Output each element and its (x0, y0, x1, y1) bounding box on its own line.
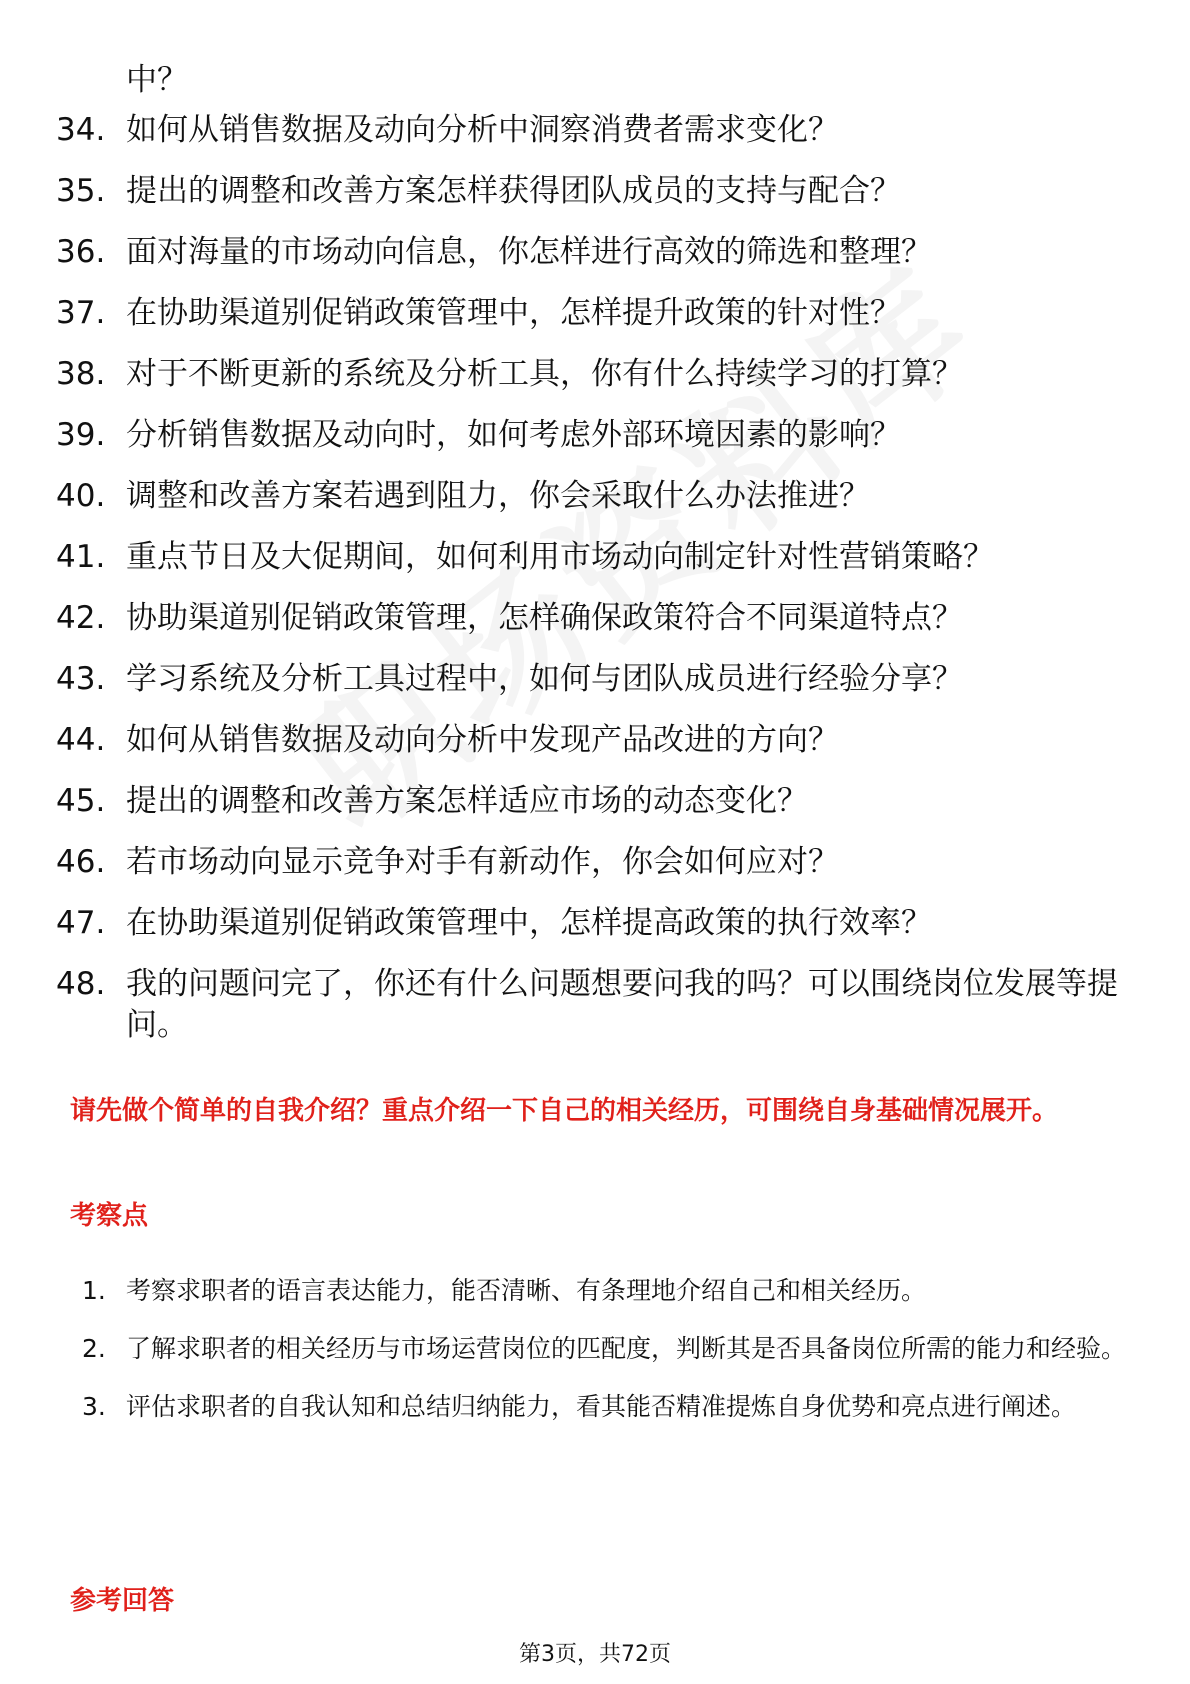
item-text: 在协助渠道别促销政策管理中，怎样提升政策的针对性？ (126, 295, 901, 331)
question-heading: 请先做个简单的自我介绍？重点介绍一下自己的相关经历，可围绕自身基础情况展开。 (70, 1096, 1059, 1126)
item-number: 45. (56, 783, 106, 819)
item-number: 38. (56, 356, 106, 392)
item-number: 3. (82, 1392, 106, 1421)
list-item (56, 171, 1136, 212)
item-number: 39. (56, 417, 106, 453)
continuation-text: 中？ (126, 62, 188, 98)
item-text: 若市场动向显示竞争对手有新动作，你会如何应对？ (126, 844, 839, 880)
item-number: 46. (56, 844, 106, 880)
item-text: 如何从销售数据及动向分析中洞察消费者需求变化？ (126, 112, 839, 148)
item-text: 分析销售数据及动向时，如何考虑外部环境因素的影响？ (126, 417, 901, 453)
item-text: 重点节日及大促期间，如何利用市场动向制定针对性营销策略？ (126, 539, 994, 575)
item-number: 41. (56, 539, 106, 575)
list-item (56, 659, 1136, 700)
item-text: 学习系统及分析工具过程中，如何与团队成员进行经验分享？ (126, 661, 963, 697)
list-item (56, 476, 1136, 517)
assessment-points-label: 考察点 (70, 1201, 149, 1231)
list-item (56, 537, 1136, 578)
item-number: 47. (56, 905, 106, 941)
item-text: 提出的调整和改善方案怎样适应市场的动态变化？ (126, 783, 808, 819)
item-text: 提出的调整和改善方案怎样获得团队成员的支持与配合？ (126, 173, 901, 209)
list-item (82, 1320, 1132, 1378)
item-number: 37. (56, 295, 106, 331)
item-text: 如何从销售数据及动向分析中发现产品改进的方向？ (126, 722, 839, 758)
assessment-points-list (82, 1262, 1132, 1436)
item-number: 42. (56, 600, 106, 636)
list-item (56, 354, 1136, 395)
list-item (56, 232, 1136, 273)
item-text: 我的问题问完了，你还有什么问题想要问我的吗？可以围绕岗位发展等提问。 (126, 966, 1118, 1043)
item-text: 在协助渠道别促销政策管理中，怎样提高政策的执行效率？ (126, 905, 932, 941)
item-text: 对于不断更新的系统及分析工具，你有什么持续学习的打算？ (126, 356, 963, 392)
page-number: 第3页，共72页 (519, 1642, 671, 1667)
item-text: 评估求职者的自我认知和总结归纳能力，看其能否精准提炼自身优势和亮点进行阐述。 (126, 1392, 1077, 1421)
item-number: 2. (82, 1334, 106, 1363)
item-text: 面对海量的市场动向信息，你怎样进行高效的筛选和整理？ (126, 234, 932, 270)
list-item (56, 964, 1136, 1046)
question-list (56, 110, 1136, 1066)
item-text: 调整和改善方案若遇到阻力，你会采取什么办法推进？ (126, 478, 870, 514)
item-number: 48. (56, 966, 106, 1002)
item-number: 34. (56, 112, 106, 148)
list-item (56, 842, 1136, 883)
item-number: 44. (56, 722, 106, 758)
item-text: 了解求职者的相关经历与市场运营岗位的匹配度，判断其是否具备岗位所需的能力和经验。 (126, 1334, 1127, 1363)
list-item (56, 110, 1136, 151)
item-number: 1. (82, 1276, 106, 1305)
list-item (56, 720, 1136, 761)
item-text: 协助渠道别促销政策管理，怎样确保政策符合不同渠道特点？ (126, 600, 963, 636)
item-number: 40. (56, 478, 106, 514)
list-item (56, 903, 1136, 944)
list-item (56, 781, 1136, 822)
item-text: 考察求职者的语言表达能力，能否清晰、有条理地介绍自己和相关经历。 (126, 1276, 927, 1305)
list-item (82, 1378, 1132, 1436)
item-number: 35. (56, 173, 106, 209)
list-item (56, 293, 1136, 334)
reference-answer-label: 参考回答 (70, 1586, 175, 1616)
list-item (82, 1262, 1132, 1320)
item-number: 43. (56, 661, 106, 697)
list-item (56, 415, 1136, 456)
list-item (56, 598, 1136, 639)
item-number: 36. (56, 234, 106, 270)
